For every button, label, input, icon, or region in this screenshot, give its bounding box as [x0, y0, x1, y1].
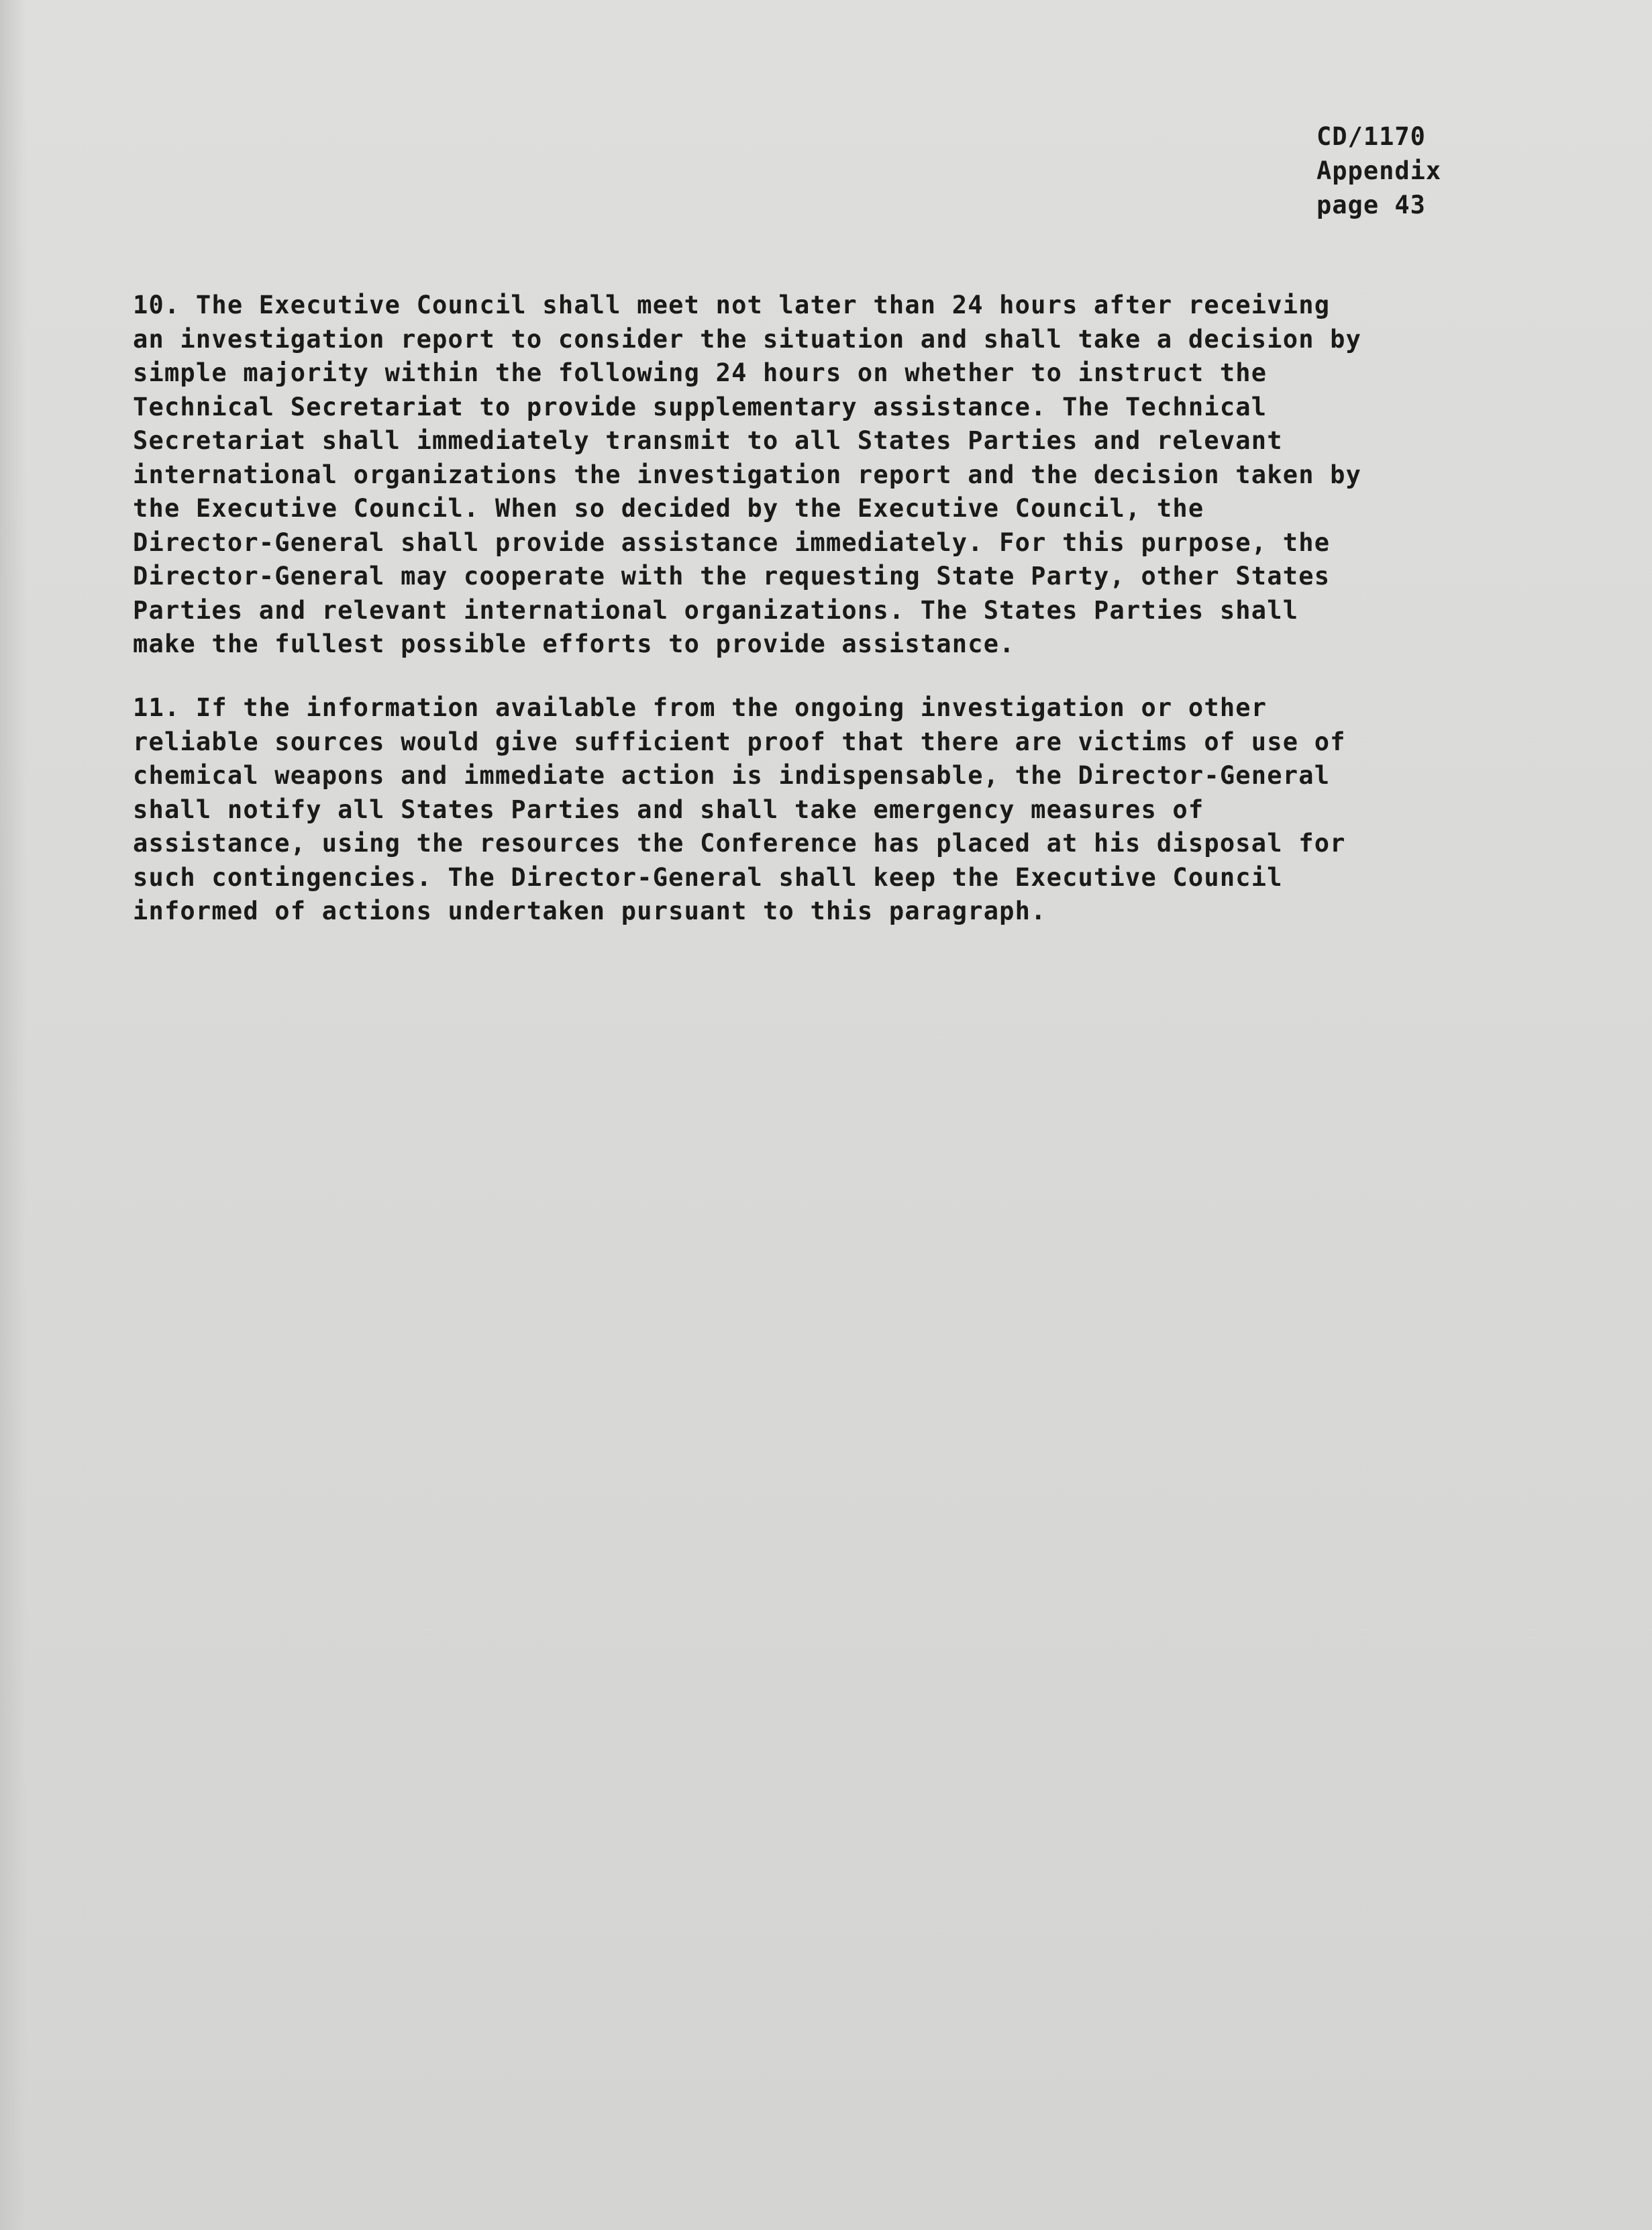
page-number: page 43 — [1317, 191, 1426, 219]
paragraph-10 — [133, 289, 1482, 662]
document-id: CD/1170 — [1317, 122, 1426, 151]
paragraph-line: Director-General shall provide assistance immediately. For this purpose, the — [133, 527, 1331, 557]
paragraph-line: Director-General may cooperate with the requesting State Party, other States — [133, 562, 1331, 591]
paragraph-line: Parties and relevant international organizations. The States Parties shall — [133, 595, 1299, 625]
paragraph-11 — [133, 691, 1482, 929]
page-header — [1317, 119, 1441, 222]
appendix-label: Appendix — [1317, 156, 1442, 185]
paragraph-line: make the fullest possible efforts to provide assistance. — [133, 629, 1015, 658]
paragraph-line: 10. The Executive Council shall meet not later than 24 hours after receiving — [133, 291, 1331, 319]
paragraph-line: the Executive Council. When so decided by the Executive Council, the — [133, 494, 1204, 523]
paragraph-line: an investigation report to consider the situation and shall take a decision by — [133, 324, 1362, 354]
paragraph-line: international organizations the investigation report and the decision taken by — [133, 460, 1362, 489]
paragraph-line: Technical Secretariat to provide supplementary assistance. The Technical — [133, 392, 1268, 421]
paragraph-line: chemical weapons and immediate action is indispensable, the Director-General — [133, 761, 1331, 790]
page-edge-shadow — [0, 0, 27, 2230]
paragraph-line: 11. If the information available from the ongoing investigation or other — [133, 693, 1268, 722]
paragraph-line: assistance, using the resources the Conference has placed at his disposal for — [133, 829, 1346, 858]
paragraph-line: simple majority within the following 24 hours on whether to instruct the — [133, 358, 1268, 387]
paragraph-line: Secretariat shall immediately transmit to all States Parties and relevant — [133, 426, 1283, 455]
paragraph-line: such contingencies. The Director-General shall keep the Executive Council — [133, 862, 1283, 892]
paragraph-line: informed of actions undertaken pursuant to this paragraph. — [133, 897, 1047, 925]
paragraph-line: reliable sources would give sufficient proof that there are victims of use of — [133, 727, 1346, 756]
paragraph-line: shall notify all States Parties and shall take emergency measures of — [133, 795, 1204, 824]
